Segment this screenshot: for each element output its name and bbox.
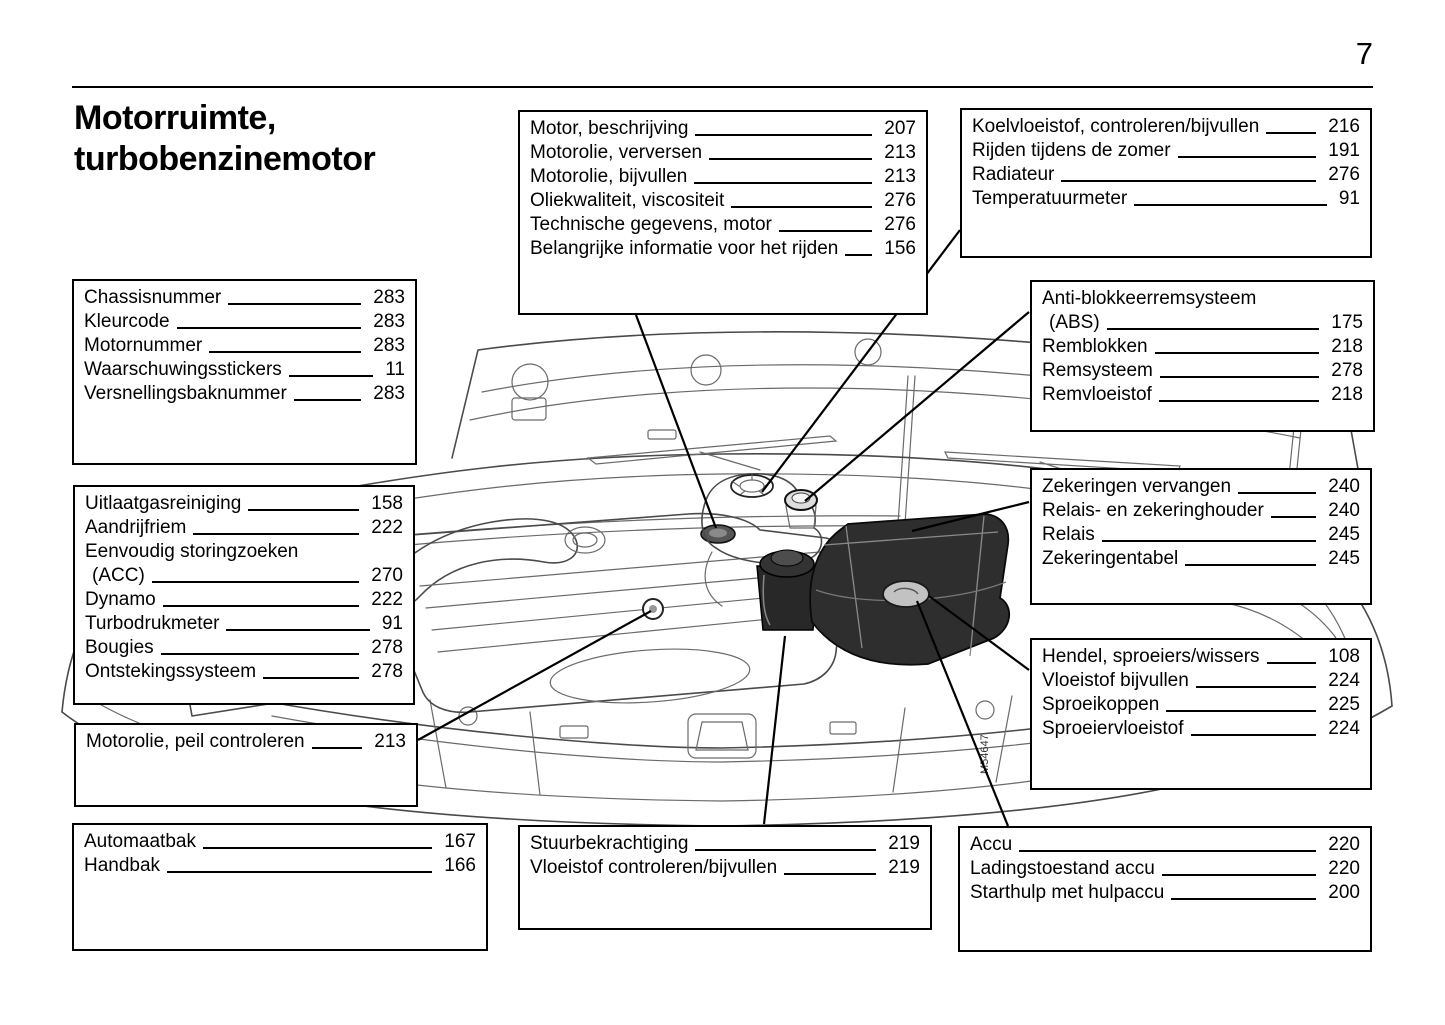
entry-label: Zekeringentabel xyxy=(1042,548,1179,569)
entry-label: Sproeiervloeistof xyxy=(1042,718,1184,739)
entry-label: Motorolie, peil controleren xyxy=(86,731,305,752)
entry-page-number: 218 xyxy=(1331,384,1363,405)
entry-row xyxy=(1042,669,1360,693)
entry-label: Sproeikoppen xyxy=(1042,694,1160,715)
page-title-line1: Motorruimte, xyxy=(74,99,276,137)
entry-label: Remvloeistof xyxy=(1042,384,1152,405)
header-rule xyxy=(72,86,1373,88)
entry-label: Radiateur xyxy=(972,164,1055,185)
entry-leader-line xyxy=(695,134,872,136)
entry-page-number: 276 xyxy=(884,214,916,235)
entry-label-top: Eenvoudig storingzoeken xyxy=(85,541,299,562)
entry-row xyxy=(86,730,406,754)
entry-label: Motorolie, bijvullen xyxy=(530,166,688,187)
entry-label: Ontstekingssysteem xyxy=(85,661,257,682)
entry-row xyxy=(1042,499,1360,523)
entry-page-number: 207 xyxy=(884,118,916,139)
entry-page-number: 283 xyxy=(373,335,405,356)
callout-box-engine-systems xyxy=(73,485,415,705)
entry-leader-line xyxy=(1266,132,1316,134)
entry-page-number: 222 xyxy=(371,517,403,538)
entry-label: Aandrijfriem xyxy=(85,517,187,538)
entry-label: Automaatbak xyxy=(84,831,196,852)
entry-row xyxy=(84,830,476,854)
entry-row xyxy=(530,189,916,213)
callout-box-gearbox xyxy=(72,823,488,951)
entry-row xyxy=(85,564,403,588)
entry-row xyxy=(1042,547,1360,571)
entry-leader-line xyxy=(163,605,360,607)
entry-row xyxy=(1042,383,1363,407)
entry-leader-line xyxy=(209,351,361,353)
entry-leader-line xyxy=(1019,850,1316,852)
entry-leader-line xyxy=(167,871,432,873)
entry-page-number: 167 xyxy=(444,831,476,852)
entry-row xyxy=(1042,693,1360,717)
callout-box-wipers-washer xyxy=(1030,638,1372,790)
entry-page-number: 175 xyxy=(1331,312,1363,333)
entry-row xyxy=(970,857,1360,881)
entry-leader-line xyxy=(784,873,876,875)
entry-row xyxy=(970,881,1360,905)
entry-page-number: 91 xyxy=(1338,188,1360,209)
entry-row xyxy=(1042,335,1363,359)
entry-label: Accu xyxy=(970,834,1013,855)
entry-label: Hendel, sproeiers/wissers xyxy=(1042,646,1260,667)
entry-leader-line xyxy=(312,747,363,749)
entry-label-top: Anti-blokkeerremsysteem xyxy=(1042,288,1257,309)
callout-box-engine-description xyxy=(518,110,928,315)
entry-leader-line xyxy=(1107,328,1320,330)
entry-row xyxy=(970,833,1360,857)
entry-page-number: 200 xyxy=(1328,882,1360,903)
entry-leader-line xyxy=(226,629,369,631)
entry-leader-line xyxy=(1267,662,1317,664)
entry-label: Remblokken xyxy=(1042,336,1148,357)
entry-row xyxy=(85,636,403,660)
entry-row xyxy=(84,310,405,334)
power-steering-reservoir xyxy=(757,550,818,630)
entry-page-number: 219 xyxy=(888,857,920,878)
entry-label: (ABS) xyxy=(1049,312,1100,333)
oil-dipstick xyxy=(643,599,663,619)
entry-page-number: 225 xyxy=(1328,694,1360,715)
entry-leader-line xyxy=(1159,400,1319,402)
entry-leader-line xyxy=(193,533,359,535)
entry-label: Vloeistof bijvullen xyxy=(1042,670,1189,691)
entry-leader-line xyxy=(1102,540,1316,542)
entry-page-number: 213 xyxy=(884,142,916,163)
callout-line-dipstick xyxy=(418,611,651,740)
entry-leader-line xyxy=(1238,492,1316,494)
entry-leader-line xyxy=(161,653,360,655)
entry-leader-line xyxy=(263,677,359,679)
entry-leader-line xyxy=(1166,710,1316,712)
entry-row xyxy=(85,516,403,540)
entry-page-number: 224 xyxy=(1328,670,1360,691)
entry-leader-line xyxy=(1155,352,1320,354)
entry-page-number: 224 xyxy=(1328,718,1360,739)
callout-box-battery xyxy=(958,826,1372,952)
entry-row xyxy=(85,612,403,636)
entry-leader-line xyxy=(1271,516,1317,518)
entry-leader-line xyxy=(1134,204,1327,206)
entry-page-number: 213 xyxy=(374,731,406,752)
entry-leader-line xyxy=(1171,898,1316,900)
entry-page-number: 278 xyxy=(371,637,403,658)
figure-id: M54647 xyxy=(979,734,991,774)
fuse-box-cover xyxy=(810,514,1009,665)
entry-page-number: 218 xyxy=(1331,336,1363,357)
entry-row xyxy=(84,854,476,878)
hood-strut-left xyxy=(898,376,915,524)
entry-page-number: 276 xyxy=(1328,164,1360,185)
entry-label: Relais xyxy=(1042,524,1095,545)
entry-page-number: 220 xyxy=(1328,858,1360,879)
entry-label: Uitlaatgasreiniging xyxy=(85,493,242,514)
entry-page-number: 245 xyxy=(1328,548,1360,569)
entry-leader-line xyxy=(1061,180,1316,182)
entry-row xyxy=(84,382,405,406)
entry-label: Dynamo xyxy=(85,589,156,610)
entry-label: Vloeistof controleren/bijvullen xyxy=(530,857,778,878)
entry-label: Bougies xyxy=(85,637,154,658)
entry-row xyxy=(530,213,916,237)
entry-label: (ACC) xyxy=(92,565,145,586)
entry-label: Zekeringen vervangen xyxy=(1042,476,1232,497)
entry-row xyxy=(972,139,1360,163)
page-title xyxy=(74,98,375,180)
entry-row xyxy=(530,141,916,165)
entry-page-number: 191 xyxy=(1328,140,1360,161)
entry-label: Turbodrukmeter xyxy=(85,613,220,634)
entry-leader-line xyxy=(845,254,872,256)
entry-label: Handbak xyxy=(84,855,161,876)
entry-row xyxy=(1042,359,1363,383)
entry-label: Belangrijke informatie voor het rijden xyxy=(530,238,839,259)
entry-row xyxy=(84,358,405,382)
entry-row xyxy=(84,286,405,310)
entry-page-number: 158 xyxy=(371,493,403,514)
entry-page-number: 166 xyxy=(444,855,476,876)
entry-page-number: 283 xyxy=(373,287,405,308)
entry-label: Oliekwaliteit, viscositeit xyxy=(530,190,725,211)
entry-row xyxy=(84,334,405,358)
entry-label: Technische gegevens, motor xyxy=(530,214,772,235)
entry-leader-line xyxy=(248,509,359,511)
callout-line-oil-cap xyxy=(636,315,716,528)
entry-row xyxy=(1042,311,1363,335)
entry-label: Versnellingsbaknummer xyxy=(84,383,287,404)
entry-label: Starthulp met hulpaccu xyxy=(970,882,1165,903)
entry-page-number: 245 xyxy=(1328,524,1360,545)
entry-leader-line xyxy=(709,158,872,160)
entry-label: Ladingstoestand accu xyxy=(970,858,1155,879)
entry-leader-line xyxy=(1191,734,1317,736)
entry-label: Temperatuurmeter xyxy=(972,188,1128,209)
wiper-left xyxy=(588,436,836,470)
entry-page-number: 156 xyxy=(884,238,916,259)
entry-leader-line xyxy=(177,327,362,329)
entry-row xyxy=(85,660,403,684)
entry-label: Waarschuwingsstickers xyxy=(84,359,282,380)
entry-row xyxy=(1042,475,1360,499)
entry-page-number: 276 xyxy=(884,190,916,211)
callout-line-steering xyxy=(764,636,785,824)
entry-leader-line xyxy=(294,399,362,401)
entry-page-number: 270 xyxy=(371,565,403,586)
entry-row xyxy=(1042,717,1360,741)
entry-page-number: 11 xyxy=(385,359,405,380)
entry-leader-line xyxy=(203,847,432,849)
entry-page-number: 213 xyxy=(884,166,916,187)
entry-label: Motorolie, verversen xyxy=(530,142,703,163)
callout-box-power-steering xyxy=(518,825,932,930)
entry-label: Motor, beschrijving xyxy=(530,118,689,139)
entry-label: Motornummer xyxy=(84,335,203,356)
entry-page-number: 216 xyxy=(1328,116,1360,137)
entry-page-number: 240 xyxy=(1328,500,1360,521)
page-title-line2: turbobenzinemotor xyxy=(74,140,376,178)
entry-page-number: 222 xyxy=(371,589,403,610)
callout-box-cooling xyxy=(960,108,1372,258)
callout-box-identification xyxy=(72,279,417,465)
callout-box-abs-brakes xyxy=(1030,280,1375,432)
entry-page-number: 219 xyxy=(888,833,920,854)
entry-leader-line xyxy=(695,849,876,851)
entry-page-number: 283 xyxy=(373,383,405,404)
entry-row xyxy=(530,165,916,189)
entry-label: Koelvloeistof, controleren/bijvullen xyxy=(972,116,1260,137)
entry-page-number: 108 xyxy=(1328,646,1360,667)
callout-box-fuses-relays xyxy=(1030,468,1372,605)
page-number: 7 xyxy=(1355,36,1373,71)
entry-row xyxy=(972,187,1360,211)
entry-label: Relais- en zekeringhouder xyxy=(1042,500,1264,521)
entry-page-number: 91 xyxy=(381,613,403,634)
callout-line-brake-fluid xyxy=(805,312,1029,501)
oil-filler-cap xyxy=(701,525,735,543)
entry-row xyxy=(530,237,916,261)
entry-page-number: 240 xyxy=(1328,476,1360,497)
entry-label: Remsysteem xyxy=(1042,360,1153,381)
entry-leader-line xyxy=(152,581,360,583)
entry-row xyxy=(972,115,1360,139)
entry-page-number: 278 xyxy=(1331,360,1363,381)
entry-page-number: 283 xyxy=(373,311,405,332)
entry-leader-line xyxy=(228,303,361,305)
entry-label: Rijden tijdens de zomer xyxy=(972,140,1171,161)
entry-row xyxy=(1042,645,1360,669)
entry-leader-line xyxy=(1162,874,1316,876)
entry-leader-line xyxy=(1196,686,1316,688)
entry-label: Chassisnummer xyxy=(84,287,222,308)
entry-row xyxy=(85,492,403,516)
entry-row xyxy=(530,832,920,856)
entry-page-number: 220 xyxy=(1328,834,1360,855)
washer-filler-cap xyxy=(883,581,929,607)
entry-leader-line xyxy=(1185,564,1316,566)
entry-row xyxy=(1042,523,1360,547)
entry-row xyxy=(530,117,916,141)
entry-row xyxy=(85,588,403,612)
entry-leader-line xyxy=(779,230,872,232)
entry-label: Kleurcode xyxy=(84,311,170,332)
entry-leader-line xyxy=(694,182,872,184)
entry-leader-line xyxy=(1178,156,1317,158)
entry-leader-line xyxy=(289,375,373,377)
entry-row xyxy=(972,163,1360,187)
entry-page-number: 278 xyxy=(371,661,403,682)
entry-row xyxy=(530,856,920,880)
entry-label: Stuurbekrachtiging xyxy=(530,833,689,854)
callout-box-oil-level xyxy=(74,723,418,807)
entry-leader-line xyxy=(731,206,872,208)
entry-leader-line xyxy=(1160,376,1319,378)
